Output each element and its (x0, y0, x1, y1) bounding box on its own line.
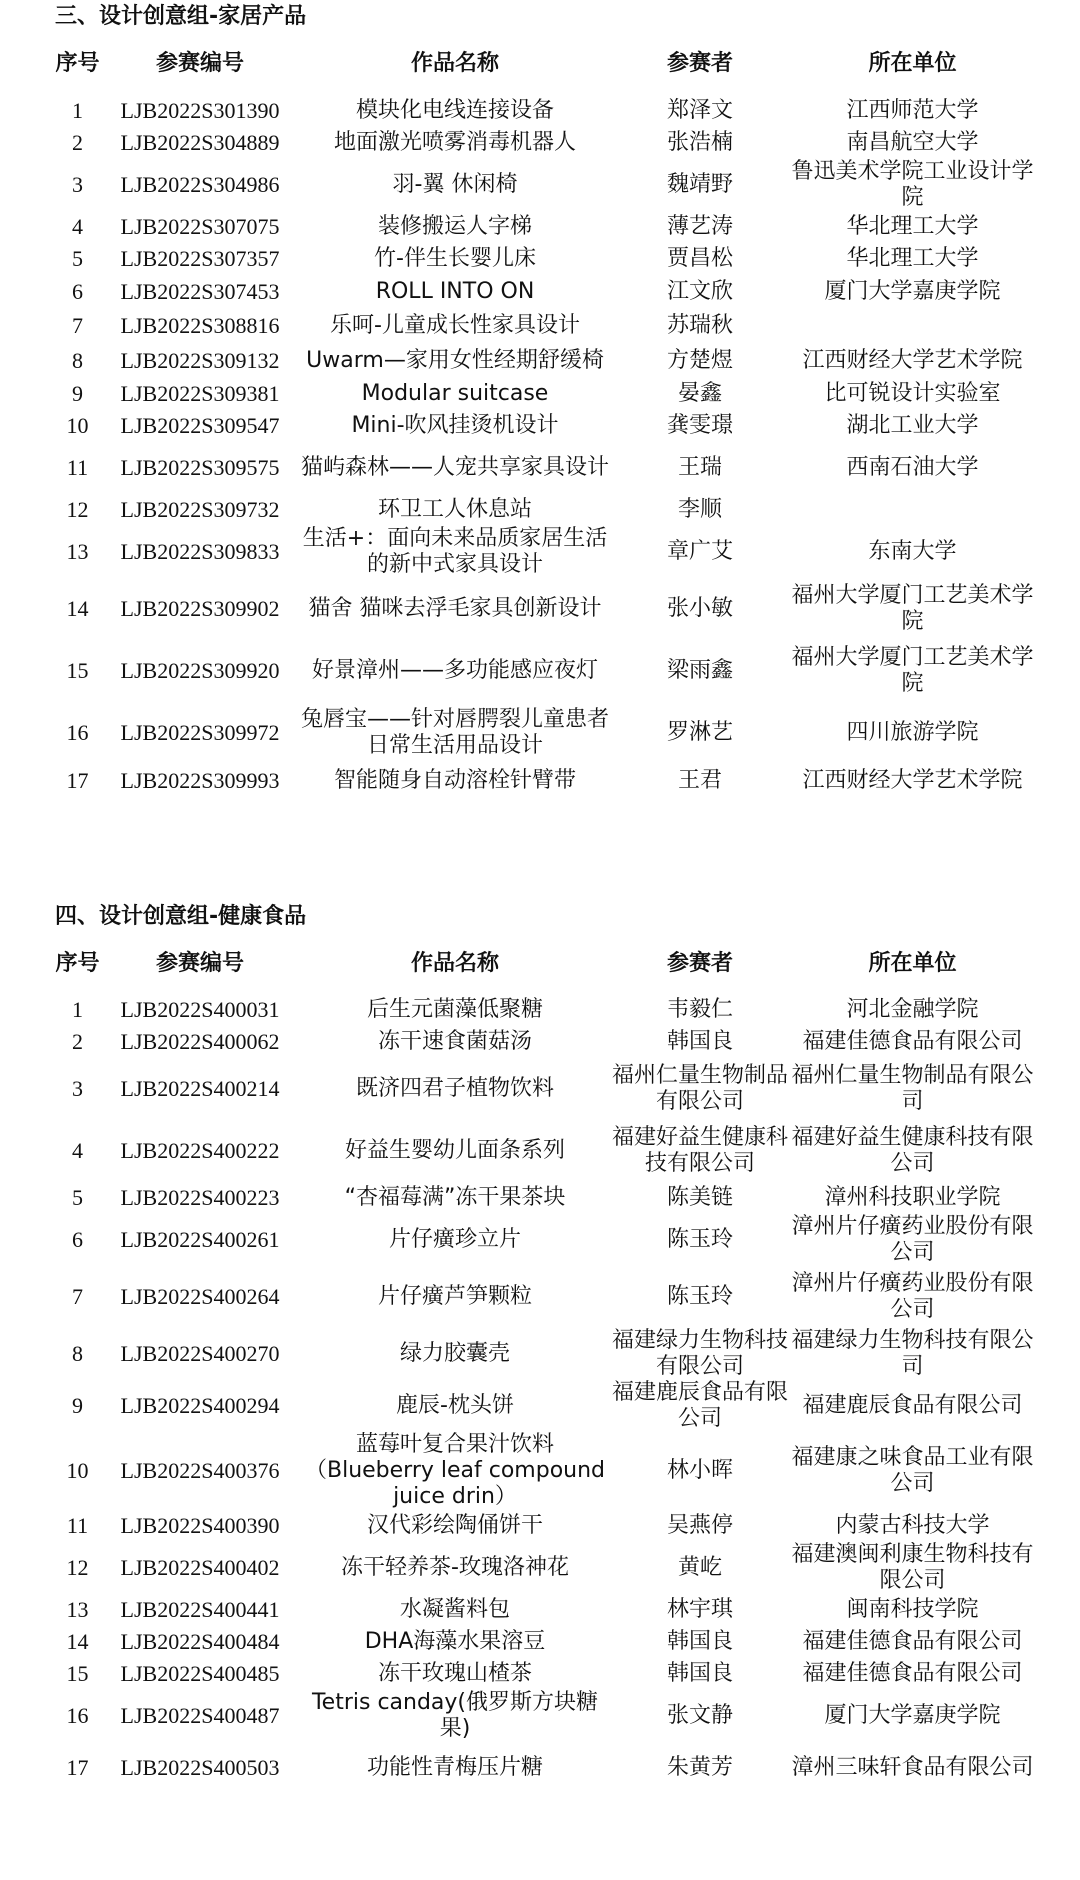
column-header-entrant: 参赛者 (666, 51, 733, 76)
cell-entrant: 福建鹿辰食品有限公司 (611, 1380, 788, 1431)
cell-name: 猫舍 猫咪去浮毛家具创新设计 (308, 596, 602, 621)
cell-entrant: 苏瑞秋 (666, 312, 733, 338)
cell-name: 兔唇宝——针对唇腭裂儿童患者日常生活用品设计 (300, 707, 609, 758)
table-row (55, 1432, 1035, 1510)
cell-entrant: 林宇琪 (666, 1597, 733, 1622)
cell-unit: 福建绿力生物科技有限公司 (791, 1328, 1034, 1379)
cell-no: 16 (66, 1703, 89, 1728)
cell-entrant: 陈玉玲 (666, 1227, 733, 1252)
cell-entrant: 韩国良 (666, 1029, 733, 1054)
cell-entrant: 方楚煜 (666, 347, 733, 373)
cell-unit: 厦门大学嘉庚学院 (824, 1703, 1001, 1728)
cell-name: 好景漳州——多功能感应夜灯 (311, 658, 598, 683)
table-row (55, 1594, 1035, 1626)
cell-code: LJB2022S307075 (120, 214, 280, 239)
table-row (55, 378, 1035, 410)
cell-code: LJB2022S400376 (120, 1458, 280, 1483)
column-header-name: 作品名称 (410, 951, 499, 976)
cell-code: LJB2022S309547 (120, 413, 280, 438)
cell-no: 15 (66, 1661, 89, 1686)
cell-name: 水凝酱料包 (399, 1597, 510, 1622)
cell-unit: 漳州科技职业学院 (824, 1185, 1001, 1210)
cell-no: 8 (72, 1341, 83, 1366)
cell-unit: 福建佳德食品有限公司 (802, 1629, 1023, 1654)
cell-no: 8 (72, 347, 83, 373)
table-row (55, 493, 1035, 526)
table-row (55, 1026, 1035, 1058)
table-row (55, 702, 1035, 764)
cell-code: LJB2022S400062 (120, 1029, 280, 1054)
cell-unit: 东南大学 (868, 539, 957, 564)
column-header-no: 序号 (55, 51, 100, 76)
cell-entrant: 林小晖 (666, 1458, 733, 1483)
cell-name: 装修搬运人字梯 (377, 214, 532, 239)
cell-unit: 福建鹿辰食品有限公司 (802, 1393, 1023, 1418)
cell-no: 12 (66, 496, 89, 522)
cell-code: LJB2022S400214 (120, 1076, 280, 1101)
cell-name: 竹-伴生长婴儿床 (374, 246, 536, 271)
table-row (55, 211, 1035, 243)
cell-unit: 华北理工大学 (846, 246, 979, 271)
cell-entrant: 王瑞 (677, 454, 722, 480)
cell-name: 片仔癀珍立片 (388, 1227, 521, 1252)
cell-name: 羽-翼 休闲椅 (392, 172, 518, 197)
cell-entrant: 黄屹 (677, 1555, 722, 1580)
cell-no: 4 (72, 214, 83, 239)
cell-unit (790, 493, 1035, 526)
cell-no: 1 (72, 97, 83, 123)
cell-code: LJB2022S400485 (120, 1661, 280, 1686)
cell-entrant: 福建绿力生物科技有限公司 (611, 1328, 788, 1379)
cell-no: 17 (66, 1755, 89, 1780)
table-header-row (55, 934, 1035, 994)
cell-unit: 西南石油大学 (846, 454, 979, 480)
cell-no: 13 (66, 1597, 89, 1622)
section-title: 四、设计创意组-健康食品 (55, 904, 307, 929)
cell-code: LJB2022S400484 (120, 1629, 280, 1654)
cell-no: 12 (66, 1555, 89, 1580)
cell-code: LJB2022S307453 (120, 278, 280, 304)
cell-code: LJB2022S400402 (120, 1555, 280, 1580)
cell-unit: 漳州片仔癀药业股份有限公司 (791, 1214, 1034, 1265)
column-header-unit: 所在单位 (868, 51, 957, 76)
cell-no: 1 (72, 997, 83, 1022)
cell-name: DHA海藻水果溶豆 (364, 1629, 546, 1654)
cell-entrant: 晏鑫 (677, 381, 722, 406)
cell-code: LJB2022S400441 (120, 1597, 280, 1622)
cell-code: LJB2022S309833 (120, 539, 280, 564)
table-row (55, 243, 1035, 275)
table-row (55, 994, 1035, 1026)
table-row (55, 1328, 1035, 1380)
cell-name: 猫屿森林——人宠共享家具设计 (300, 454, 609, 480)
cell-code: LJB2022S400264 (120, 1284, 280, 1309)
cell-code: LJB2022S309972 (120, 720, 280, 745)
cell-name: 智能随身自动溶栓针臂带 (333, 767, 576, 793)
cell-code: LJB2022S400223 (120, 1185, 280, 1210)
cell-code: LJB2022S400222 (120, 1138, 280, 1163)
cell-entrant: 罗淋艺 (666, 720, 733, 745)
cell-name: 好益生婴幼儿面条系列 (344, 1138, 565, 1163)
table-row (55, 1742, 1035, 1794)
cell-name: 后生元菌藻低聚糖 (366, 997, 543, 1022)
cell-entrant: 吴燕停 (666, 1513, 733, 1538)
cell-name: 生活+：面向未来品质家居生活的新中式家具设计 (302, 526, 608, 577)
cell-code: LJB2022S400503 (120, 1755, 280, 1780)
column-header-code: 参赛编号 (155, 951, 244, 976)
table-row (55, 1690, 1035, 1742)
table-row (55, 764, 1035, 797)
column-header-code: 参赛编号 (155, 51, 244, 76)
cell-entrant: 薄艺涛 (666, 214, 733, 239)
table-row (55, 1120, 1035, 1182)
cell-no: 5 (72, 1185, 83, 1210)
cell-no: 2 (72, 1029, 83, 1054)
cell-no: 10 (66, 413, 89, 438)
cell-no: 2 (72, 130, 83, 155)
cell-name: 冻干速食菌菇汤 (377, 1029, 532, 1054)
cell-name: Tetris canday(俄罗斯方块糖果) (311, 1690, 599, 1741)
cell-no: 7 (72, 1284, 83, 1309)
cell-no: 15 (66, 658, 89, 683)
cell-entrant: 王君 (677, 767, 722, 793)
cell-unit: 内蒙古科技大学 (835, 1513, 990, 1538)
cell-no: 4 (72, 1138, 83, 1163)
cell-unit: 漳州片仔癀药业股份有限公司 (791, 1271, 1034, 1322)
cell-unit: 鲁迅美术学院工业设计学院 (791, 159, 1034, 210)
table-row (55, 275, 1035, 308)
cell-name: “杏福莓满”冻干果茶块 (344, 1185, 566, 1210)
cell-unit: 江西财经大学艺术学院 (802, 347, 1023, 373)
cell-entrant: 江文欣 (666, 278, 733, 304)
cell-name: ROLL INTO ON (375, 278, 535, 304)
cell-name: Uwarm—家用女性经期舒缓椅 (306, 347, 604, 373)
table-row (55, 578, 1035, 640)
cell-no: 11 (66, 1513, 89, 1538)
cell-name: 蓝莓叶复合果汁饮料（Blueberry leaf compound juice drin） (304, 1432, 606, 1509)
cell-code: LJB2022S309920 (120, 658, 280, 683)
table-row (55, 159, 1035, 211)
cell-entrant: 张小敏 (666, 596, 733, 621)
cell-no: 6 (72, 1227, 83, 1252)
cell-code: LJB2022S309902 (120, 596, 280, 621)
cell-unit: 漳州三味轩食品有限公司 (791, 1755, 1034, 1780)
cell-no: 9 (72, 1393, 83, 1418)
cell-no: 16 (66, 720, 89, 745)
cell-entrant: 韩国良 (666, 1661, 733, 1686)
cell-unit: 四川旅游学院 (846, 720, 979, 745)
cell-entrant: 陈美链 (666, 1185, 733, 1210)
cell-unit: 江西财经大学艺术学院 (802, 767, 1023, 793)
cell-entrant: 陈玉玲 (666, 1284, 733, 1309)
cell-no: 5 (72, 246, 83, 271)
cell-code: LJB2022S400270 (120, 1341, 280, 1366)
table-row (55, 1510, 1035, 1542)
cell-no: 14 (66, 1629, 89, 1654)
table-row (55, 127, 1035, 159)
table-row (55, 94, 1035, 127)
column-header-no: 序号 (55, 951, 100, 976)
cell-entrant: 魏靖野 (666, 172, 733, 197)
cell-code: LJB2022S400261 (120, 1227, 280, 1252)
section-title: 三、设计创意组-家居产品 (55, 4, 307, 29)
cell-unit: 福建康之味食品工业有限公司 (791, 1445, 1034, 1496)
cell-entrant: 梁雨鑫 (666, 658, 733, 683)
cell-name: 汉代彩绘陶俑饼干 (366, 1513, 543, 1538)
cell-name: 模块化电线连接设备 (355, 97, 554, 123)
table-row (55, 1266, 1035, 1328)
cell-name: 地面激光喷雾消毒机器人 (333, 130, 576, 155)
table-row (55, 1182, 1035, 1214)
cell-name: 既济四君子植物饮料 (355, 1076, 554, 1101)
column-header-entrant: 参赛者 (666, 951, 733, 976)
cell-name: 鹿辰-枕头饼 (396, 1393, 514, 1418)
cell-code: LJB2022S304986 (120, 172, 280, 197)
cell-entrant: 福州仁量生物制品有限公司 (611, 1063, 788, 1114)
table-row (55, 1658, 1035, 1690)
cell-entrant: 贾昌松 (666, 246, 733, 271)
cell-entrant: 韩国良 (666, 1629, 733, 1654)
cell-name: Modular suitcase (361, 381, 549, 406)
cell-unit: 福建澳闽利康生物科技有限公司 (791, 1542, 1034, 1593)
cell-code: LJB2022S309381 (120, 381, 280, 406)
cell-unit: 闽南科技学院 (846, 1597, 979, 1622)
table-row (55, 410, 1035, 442)
cell-unit: 湖北工业大学 (846, 413, 979, 438)
cell-unit: 江西师范大学 (846, 97, 979, 123)
cell-unit: 南昌航空大学 (846, 130, 979, 155)
cell-no: 3 (72, 1076, 83, 1101)
table-row (55, 1626, 1035, 1658)
cell-no: 7 (72, 312, 83, 338)
column-header-name: 作品名称 (410, 51, 499, 76)
cell-code: LJB2022S400294 (120, 1393, 280, 1418)
cell-unit: 福州大学厦门工艺美术学院 (791, 645, 1034, 696)
cell-unit: 厦门大学嘉庚学院 (824, 278, 1001, 304)
cell-code: LJB2022S400031 (120, 997, 280, 1022)
cell-code: LJB2022S400487 (120, 1703, 280, 1728)
cell-code: LJB2022S307357 (120, 246, 280, 271)
cell-unit: 福建好益生健康科技有限公司 (791, 1125, 1034, 1176)
entries-table (55, 34, 1035, 797)
entries-table (55, 934, 1035, 1794)
cell-no: 14 (66, 596, 89, 621)
cell-unit (790, 308, 1035, 343)
table-row (55, 526, 1035, 578)
table-header-row (55, 34, 1035, 94)
cell-unit: 福州仁量生物制品有限公司 (791, 1063, 1034, 1114)
cell-entrant: 章广艾 (666, 539, 733, 564)
cell-entrant: 张浩楠 (666, 130, 733, 155)
cell-code: LJB2022S308816 (120, 312, 280, 338)
table-row (55, 640, 1035, 702)
cell-unit: 福建佳德食品有限公司 (802, 1661, 1023, 1686)
cell-name: 环卫工人休息站 (377, 496, 532, 522)
cell-no: 9 (72, 381, 83, 406)
table-row (55, 1380, 1035, 1432)
cell-no: 6 (72, 278, 83, 304)
cell-unit: 华北理工大学 (846, 214, 979, 239)
cell-name: 冻干轻养茶-玫瑰洛神花 (341, 1555, 569, 1580)
cell-name: 功能性青梅压片糖 (366, 1755, 543, 1780)
cell-no: 10 (66, 1458, 89, 1483)
table-row (55, 308, 1035, 343)
cell-name: 乐呵-儿童成长性家具设计 (330, 312, 580, 338)
column-header-unit: 所在单位 (868, 951, 957, 976)
cell-entrant: 龚雯璟 (666, 413, 733, 438)
cell-entrant: 李顺 (677, 496, 722, 522)
cell-entrant: 张文静 (666, 1703, 733, 1728)
cell-code: LJB2022S400390 (120, 1513, 280, 1538)
cell-entrant: 福建好益生健康科技有限公司 (611, 1125, 788, 1176)
cell-entrant: 韦毅仁 (666, 997, 733, 1022)
cell-code: LJB2022S301390 (120, 97, 280, 123)
cell-unit: 福州大学厦门工艺美术学院 (791, 583, 1034, 634)
cell-code: LJB2022S304889 (120, 130, 280, 155)
table-row (55, 442, 1035, 493)
cell-no: 11 (66, 454, 89, 480)
cell-name: 片仔癀芦笋颗粒 (377, 1284, 532, 1309)
cell-code: LJB2022S309575 (120, 454, 280, 480)
cell-entrant: 朱黄芳 (666, 1755, 733, 1780)
cell-code: LJB2022S309132 (120, 347, 280, 373)
cell-code: LJB2022S309732 (120, 496, 280, 522)
cell-unit: 比可锐设计实验室 (824, 381, 1001, 406)
cell-no: 3 (72, 172, 83, 197)
table-row (55, 1214, 1035, 1266)
cell-no: 17 (66, 767, 89, 793)
cell-unit: 福建佳德食品有限公司 (802, 1029, 1023, 1054)
cell-entrant: 郑泽文 (666, 97, 733, 123)
cell-name: 绿力胶囊壳 (399, 1341, 510, 1366)
table-row (55, 1058, 1035, 1120)
table-row (55, 343, 1035, 378)
cell-code: LJB2022S309993 (120, 767, 280, 793)
cell-name: Mini-吹风挂烫机设计 (351, 413, 559, 438)
cell-name: 冻干玫瑰山楂茶 (377, 1661, 532, 1686)
table-row (55, 1542, 1035, 1594)
cell-no: 13 (66, 539, 89, 564)
cell-unit: 河北金融学院 (846, 997, 979, 1022)
